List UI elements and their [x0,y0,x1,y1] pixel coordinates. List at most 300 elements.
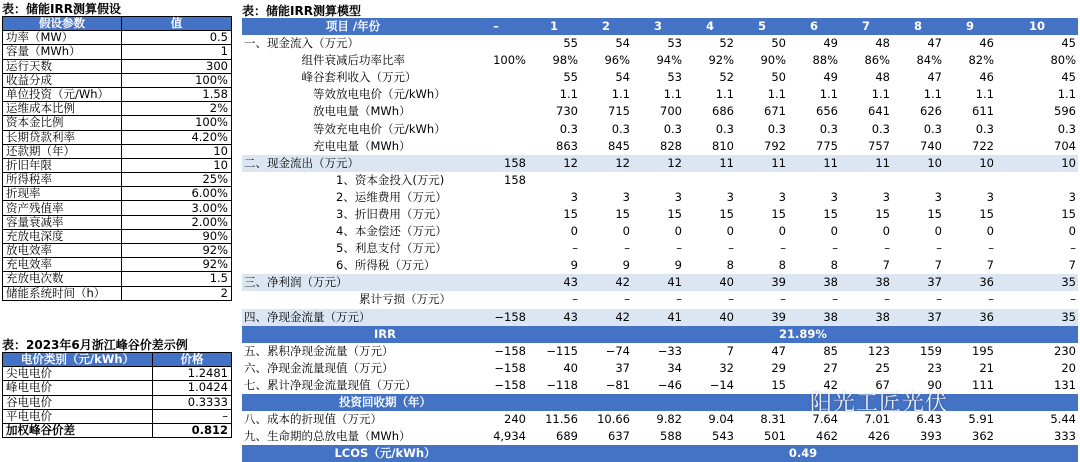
row-value: 3 [986,189,994,204]
row-label: 三、净利润（万元） [242,274,464,291]
assumption-value: 1.5 [122,272,232,286]
row-value: 6.43 [916,412,942,427]
row-value: 10 [892,155,944,172]
row-value: 5.44 [1050,412,1076,427]
assumption-row [3,201,232,215]
row-value: 11 [788,155,840,172]
row-value: 23 [927,360,942,375]
row-value: – [1070,292,1076,307]
row-value: 159 [920,343,942,358]
row-value: 333 [1054,429,1076,444]
model-row [242,291,1078,308]
row-value: 82% [968,53,994,68]
assumption-param: 还款期（年） [3,144,122,158]
model-row [242,35,1078,52]
row-value: 393 [920,429,942,444]
assumption-param: 放电效率 [3,244,122,258]
row-value [892,172,944,189]
row-value: 0 [986,224,994,239]
assumption-row [3,31,232,45]
row-value: 43 [528,274,580,291]
row-value: 42 [580,309,632,326]
row-value: – [728,292,734,307]
model-header-year: 5 [736,18,788,35]
row-value: 40 [684,309,736,326]
row-value: 55 [563,36,578,51]
model-header-year: 6 [788,18,840,35]
model-row [242,274,1078,291]
row-value: 626 [920,104,942,119]
row-value: 845 [608,138,630,153]
row-value: 11.56 [545,412,578,427]
row-value: 588 [660,429,682,444]
row-label: 充电电量（MWh） [313,138,411,153]
model-header-year: 4 [684,18,736,35]
row-value: 94% [656,53,682,68]
assumption-row [3,116,232,130]
model-row [242,189,1078,206]
row-value: 700 [660,104,682,119]
row-value: 722 [972,138,994,153]
row-value: 40 [684,274,736,291]
row-value: 863 [556,138,578,153]
row-value: 596 [1054,104,1076,119]
row-value: 15 [823,206,838,221]
row-value: 0.3 [767,121,786,136]
assumption-row [3,87,232,101]
assumption-value: 2 [122,286,232,300]
row-value: – [884,292,890,307]
row-value: 46 [979,70,994,85]
assumption-row [3,229,232,243]
row-value [580,172,632,189]
model-row [242,86,1078,103]
row-value: 52 [719,70,734,85]
row-label: 五、累积净现金流量（万元） [244,343,394,358]
row-value: 131 [1054,377,1076,392]
row-value: 730 [556,104,578,119]
row-value: 38 [788,274,840,291]
row-value: 3 [622,189,630,204]
row-value: 21 [979,360,994,375]
row-value: 52 [719,36,734,51]
assumption-row [3,272,232,286]
row-value [788,172,840,189]
assumption-row [3,187,232,201]
row-value [464,69,528,86]
assumption-value: 90% [122,229,232,243]
row-value: 8 [726,258,734,273]
row-value: 86% [864,53,890,68]
row-value: 0.3 [559,121,578,136]
row-value: 53 [667,70,682,85]
assumption-table [2,16,232,301]
model-band-row [242,445,1078,462]
row-label: 四、净现金流量（万元） [242,309,464,326]
band-label: LCOS（元/kWh） [242,445,528,462]
assumption-header-cell: 假设参数 [3,17,122,31]
band-value [528,394,1078,411]
assumption-value: 1 [122,45,232,59]
row-value: 1.1 [559,87,578,102]
row-label: 九、生命期的总放电量（MWh） [244,429,411,444]
model-row [242,257,1078,274]
row-value [736,172,788,189]
row-value: 15 [667,206,682,221]
model-row [242,428,1078,445]
assumption-row [3,144,232,158]
assumption-value: 2% [122,102,232,116]
row-value: 0 [778,224,786,239]
row-value: 671 [764,104,786,119]
row-value [464,35,528,52]
row-value: 9.04 [708,412,734,427]
row-value: 38 [840,274,892,291]
assumption-value: 3.00% [122,201,232,215]
price-row [3,381,232,395]
row-value [464,120,528,137]
assumption-value: 6.00% [122,187,232,201]
row-value: – [936,241,942,256]
assumption-header-row [3,17,232,31]
model-row [242,223,1078,240]
row-value: 715 [608,104,630,119]
row-label: 八、成本的折现值（万元） [244,412,382,427]
row-value: 8.31 [760,412,786,427]
assumption-value: 10 [122,144,232,158]
price-value: 0.812 [153,423,232,437]
row-value: 0 [830,224,838,239]
model-row [242,120,1078,137]
band-label: IRR [242,326,528,343]
row-value: 12 [528,155,580,172]
model-table-title: 表：储能IRR测算模型 [242,4,361,18]
row-value: −158 [494,343,526,358]
row-value: 25 [875,360,890,375]
row-value: −158 [494,360,526,375]
row-value [464,86,528,103]
row-value: 8 [830,258,838,273]
assumption-row [3,130,232,144]
price-header-row [3,353,232,367]
row-value: −33 [657,343,682,358]
row-value: – [676,292,682,307]
row-value: 38 [788,309,840,326]
row-value: 98% [552,53,578,68]
row-value: 828 [660,138,682,153]
row-value: 41 [632,274,684,291]
row-value: 775 [816,138,838,153]
model-row [242,343,1078,360]
row-value: 3 [1068,189,1076,204]
row-value: 53 [667,36,682,51]
row-value: – [780,292,786,307]
row-value: 0.3 [611,121,630,136]
row-label: 七、累计净现金流量现值（万元） [244,377,417,392]
assumption-row [3,244,232,258]
price-value: 1.2481 [153,367,232,381]
row-value: 0.3 [715,121,734,136]
model-row [242,69,1078,86]
row-value: 27 [823,360,838,375]
row-value [996,172,1078,189]
assumption-value: 10 [122,158,232,172]
row-value: 12 [632,155,684,172]
model-header-year: 9 [944,18,996,35]
model-header-year: 8 [892,18,944,35]
assumption-param: 运行天数 [3,59,122,73]
assumption-row [3,102,232,116]
assumption-param: 单位投资（元/Wh） [3,87,122,101]
row-value: 7.64 [812,412,838,427]
price-row [3,395,232,409]
row-value: 48 [875,70,890,85]
row-value: 0.3 [663,121,682,136]
row-value: 462 [816,429,838,444]
row-value [840,172,892,189]
row-value: 792 [764,138,786,153]
model-row [242,309,1078,326]
assumption-param: 运维成本比例 [3,102,122,116]
row-value: 90% [760,53,786,68]
model-row [242,411,1078,428]
row-label: 4、本金偿还（万元） [336,224,447,239]
row-value: – [728,241,734,256]
row-value: 7.01 [864,412,890,427]
row-value: 49 [823,70,838,85]
row-label: 3、折旧费用（万元） [336,206,447,221]
row-value: 40 [563,360,578,375]
row-value [944,172,996,189]
row-value: −14 [709,377,734,392]
row-value: 0.3 [1057,121,1076,136]
row-value: 4,934 [493,429,526,444]
price-category: 尖电电价 [3,367,153,381]
assumption-value: 4.20% [122,130,232,144]
price-table-title: 表：2023年6月浙江峰谷价差示例 [2,338,188,352]
price-row [3,423,232,437]
row-value: 1.1 [819,87,838,102]
assumption-param: 收益分成 [3,73,122,87]
assumption-row [3,73,232,87]
row-value: 46 [979,36,994,51]
assumption-value: 25% [122,173,232,187]
price-header-cell: 电价类别（元/kWh） [3,353,153,367]
row-value: 45 [1061,70,1076,85]
row-value: 5.91 [968,412,994,427]
row-value: 0 [674,224,682,239]
row-value: 15 [979,206,994,221]
row-value: 656 [816,104,838,119]
assumption-header-cell: 值 [122,17,232,31]
price-category: 加权峰谷价差 [3,423,153,437]
row-value: – [832,292,838,307]
row-value: 12 [580,155,632,172]
assumption-value: 100% [122,116,232,130]
assumption-param: 容量衰减率 [3,215,122,229]
model-band-row [242,394,1078,411]
assumption-row [3,59,232,73]
row-value: 29 [771,360,786,375]
irr-model-table [242,18,1078,462]
row-value: 195 [972,343,994,358]
row-value: 704 [1054,138,1076,153]
row-value: −74 [605,343,630,358]
row-value: 96% [604,53,630,68]
row-value: 1.1 [611,87,630,102]
row-value: 0.3 [871,121,890,136]
row-label: 累计亏损（万元） [359,292,451,307]
band-value: 0.49 [528,445,1078,462]
assumption-value: 0.5 [122,31,232,45]
row-value: 7 [726,343,734,358]
row-value: 757 [868,138,890,153]
row-value: 9 [674,258,682,273]
row-value: −115 [546,343,578,358]
assumption-param: 充电效率 [3,258,122,272]
row-value: 55 [563,70,578,85]
row-value: 11 [840,155,892,172]
row-value: 15 [771,377,786,392]
row-value: 7 [1068,258,1076,273]
row-value: – [1070,241,1076,256]
row-value: 90 [927,377,942,392]
price-value: 1.0424 [153,381,232,395]
row-value [528,172,580,189]
band-value: 21.89% [528,326,1078,343]
row-value: 36 [944,274,996,291]
row-value: 48 [875,36,890,51]
row-value: – [988,292,994,307]
assumption-value: 92% [122,244,232,258]
assumption-param: 长期贷款利率 [3,130,122,144]
assumption-row [3,45,232,59]
row-value: 38 [840,309,892,326]
price-row [3,409,232,423]
assumption-param: 资产残值率 [3,201,122,215]
row-value: 686 [712,104,734,119]
row-value: 740 [920,138,942,153]
model-band-row [242,326,1078,343]
row-value: 3 [674,189,682,204]
assumption-row [3,158,232,172]
row-value: 15 [771,206,786,221]
row-value: −158 [494,377,526,392]
row-value: −46 [657,377,682,392]
row-value: 1.1 [715,87,734,102]
price-category: 平电电价 [3,409,153,423]
row-value: – [624,241,630,256]
assumption-param: 容量（MWh） [3,45,122,59]
assumption-value: 2.00% [122,215,232,229]
row-value [632,172,684,189]
row-value: 100% [493,53,526,68]
row-value: 15 [1061,206,1076,221]
assumption-value: 300 [122,59,232,73]
row-label: 峰谷套利收入（万元） [301,70,417,85]
assumption-param: 资本金比例 [3,116,122,130]
model-header-item: 项目 /年份 [242,18,464,35]
assumption-row [3,286,232,300]
assumption-param: 储能系统时间（h） [3,286,122,300]
row-value: 11 [736,155,788,172]
model-row [242,172,1078,189]
model-header-year: 7 [840,18,892,35]
row-value: 1.1 [1057,87,1076,102]
row-value: 810 [712,138,734,153]
row-value: 9.82 [656,412,682,427]
row-value: 0 [934,224,942,239]
row-value: 45 [1061,36,1076,51]
row-label: 一、现金流入（万元） [244,36,359,51]
row-value: 641 [868,104,890,119]
row-value: 1.1 [871,87,890,102]
row-value: – [624,292,630,307]
row-value: 47 [771,343,786,358]
row-value: 37 [892,309,944,326]
row-value: 34 [667,360,682,375]
row-label: 组件衰减后功率比率 [301,53,405,68]
model-row [242,52,1078,69]
row-value: 39 [736,274,788,291]
price-table [2,352,232,438]
row-value: 42 [580,274,632,291]
row-value: 0 [726,224,734,239]
row-label: 等效充电电价（元/kWh） [313,121,446,136]
row-value: 32 [719,360,734,375]
watermark: 阳光工匠光伏 [810,391,949,416]
row-value: 67 [875,377,890,392]
row-value: 0 [622,224,630,239]
row-value: 0.3 [923,121,942,136]
model-row [242,206,1078,223]
row-value: – [676,241,682,256]
assumption-value: 1.58 [122,87,232,101]
row-value: 84% [916,53,942,68]
row-value: – [988,241,994,256]
row-value: −158 [464,309,528,326]
row-value: 47 [927,70,942,85]
row-value: 50 [771,36,786,51]
row-value: 15 [927,206,942,221]
row-value: 15 [719,206,734,221]
price-header-cell: 价格 [153,353,232,367]
row-value: 501 [764,429,786,444]
assumption-row [3,215,232,229]
row-value: 7 [934,258,942,273]
price-value: 0.3333 [153,395,232,409]
band-label: 投资回收期（年） [242,394,528,411]
row-label: 1、资本金投入(万元) [336,172,445,187]
row-value: 7 [986,258,994,273]
row-value: 54 [615,70,630,85]
row-value [464,223,528,240]
assumption-param: 折现率 [3,187,122,201]
row-value: 8 [778,258,786,273]
row-value [464,274,528,291]
row-value: −81 [605,377,630,392]
row-value: 10.66 [597,412,630,427]
row-value: 158 [504,172,526,187]
row-value: – [936,292,942,307]
row-value: 36 [944,309,996,326]
row-value: 362 [972,429,994,444]
row-value: 43 [528,309,580,326]
model-row [242,377,1078,394]
row-value: 0.3 [819,121,838,136]
row-label: 等效放电电价（元/kWh） [313,87,446,102]
model-row [242,240,1078,257]
